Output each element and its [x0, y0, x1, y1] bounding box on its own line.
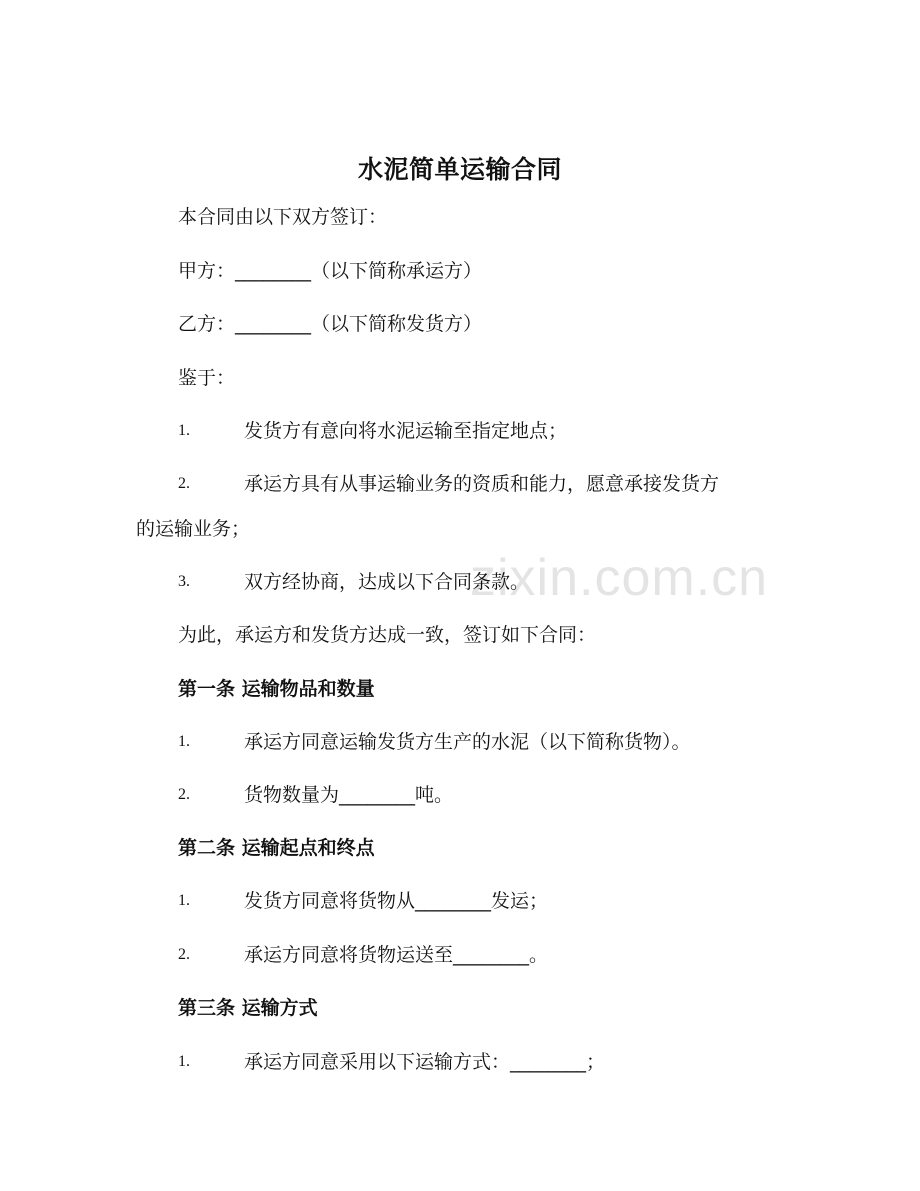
party-a-line: 甲方：________（以下简称承运方） [178, 260, 483, 282]
item-number: 1. [178, 1053, 190, 1070]
watermark-text: zixin.com.cn [470, 549, 769, 607]
item-number: 1. [178, 892, 190, 909]
party-b-line: 乙方：________（以下简称发货方） [178, 313, 483, 335]
item-text: 承运方具有从事运输业务的资质和能力，愿意承接发货方 [244, 473, 720, 495]
item-number: 2. [178, 786, 190, 803]
item-number: 2. [178, 475, 190, 492]
item-text: 发货方有意向将水泥运输至指定地点； [244, 420, 568, 442]
section-heading: 第二条 运输起点和终点 [178, 837, 375, 859]
item-text: 承运方同意将货物运送至________。 [244, 944, 549, 966]
item-text: 发货方同意将货物从________发运； [244, 890, 549, 912]
item-number: 1. [178, 733, 190, 750]
agreement-text: 为此，承运方和发货方达成一致，签订如下合同： [178, 624, 597, 646]
document-title: 水泥简单运输合同 [357, 155, 562, 184]
item-number: 3. [178, 573, 190, 590]
whereas-label: 鉴于： [178, 367, 236, 389]
item-text: 双方经协商，达成以下合同条款。 [244, 571, 530, 593]
section-heading: 第三条 运输方式 [178, 997, 318, 1019]
item-text-continuation: 的运输业务； [136, 518, 251, 540]
item-number: 2. [178, 946, 190, 963]
item-text: 货物数量为________吨。 [244, 784, 454, 806]
item-number: 1. [178, 422, 190, 439]
intro-text: 本合同由以下双方签订： [178, 206, 388, 228]
item-text: 承运方同意采用以下运输方式：________； [244, 1051, 606, 1073]
section-heading: 第一条 运输物品和数量 [178, 678, 375, 700]
item-text: 承运方同意运输发货方生产的水泥（以下简称货物）。 [244, 731, 691, 753]
